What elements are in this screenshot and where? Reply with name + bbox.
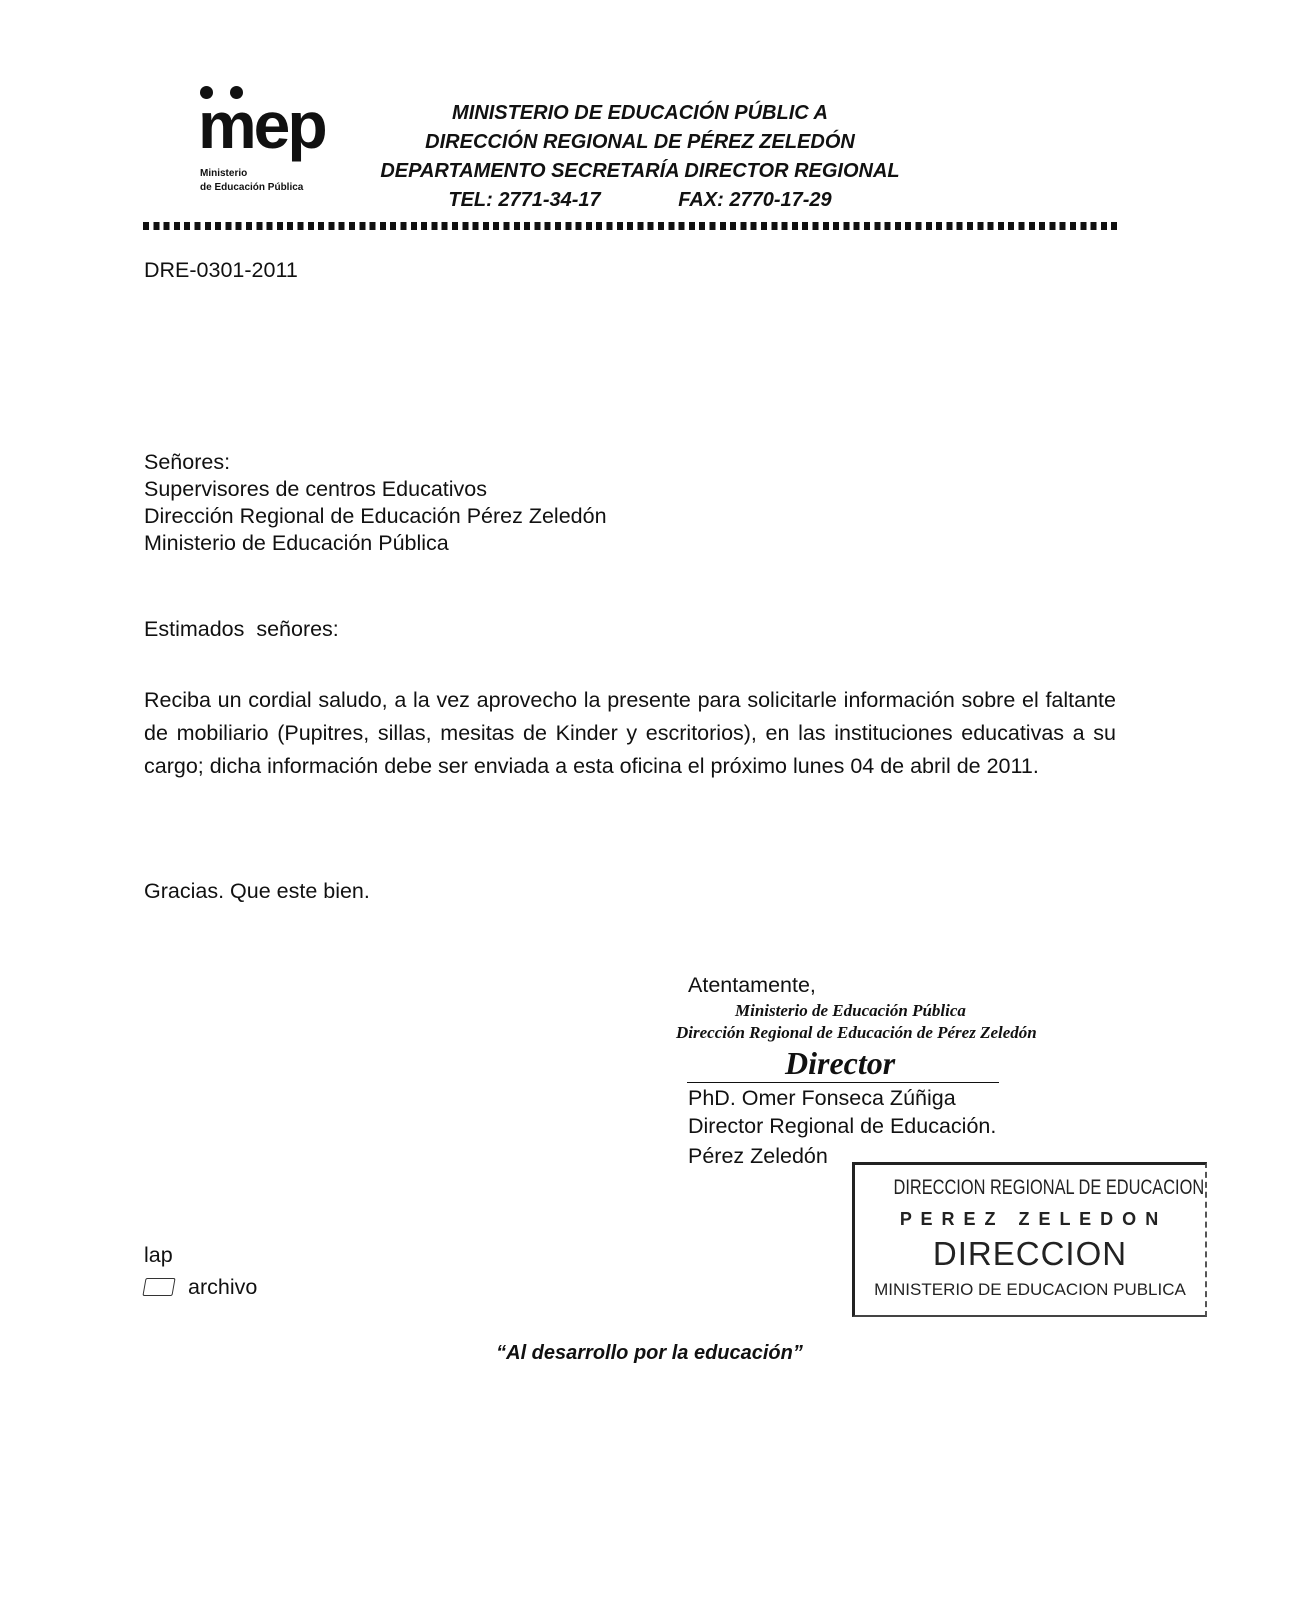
stamp-line: P E R E Z Z E L E D O N — [899, 1209, 1161, 1229]
stamp-line: DIRECCION REGIONAL DE EDUCACION — [893, 1176, 1205, 1199]
archive-label: archivo — [188, 1275, 258, 1299]
recipient-line: Ministerio de Educación Pública — [144, 531, 449, 555]
letterhead — [340, 99, 940, 215]
recipient-line: Dirección Regional de Educación Pérez Zeledón — [144, 504, 607, 528]
signature-line — [687, 1082, 999, 1083]
seal-title: Director — [785, 1045, 896, 1081]
recipients — [144, 449, 607, 557]
seal-line: Dirección Regional de Educación de Pérez Zeledón — [676, 1023, 1037, 1042]
initials: lap — [144, 1243, 173, 1267]
body-paragraph: Reciba un cordial saludo, a la vez aprovecho la presente para solicitarle información sobre el faltante de mobiliario (Pupitres, sillas, mesitas de Kinder y escritorios), en las instituciones educativas a su cargo; dicha información debe ser enviada a esta oficina el próximo lunes 04 de abril de 2011. — [144, 688, 1116, 778]
archive-note — [144, 1274, 257, 1301]
closing-thanks: Gracias. Que este bien. — [144, 879, 370, 903]
seal-line: Ministerio de Educación Pública — [735, 1001, 966, 1020]
letterhead-line: DIRECCIÓN REGIONAL DE PÉREZ ZELEDÓN — [425, 131, 855, 153]
header-divider — [143, 222, 1118, 230]
signer-role: Director Regional de Educación. — [688, 1114, 997, 1138]
contact-line — [340, 186, 940, 215]
reference-number: DRE-0301-2011 — [144, 258, 298, 282]
letterhead-line: DEPARTAMENTO SECRETARÍA DIRECTOR REGIONAL — [380, 160, 900, 182]
signer-name: PhD. Omer Fonseca Zúñiga — [688, 1086, 956, 1110]
letterhead-line: MINISTERIO DE EDUCACIÓN PÚBLIC A — [452, 102, 828, 124]
salutation: Estimados señores: — [144, 617, 339, 641]
telephone: TEL: 2771-34-17 — [448, 189, 601, 211]
fax: FAX: 2770-17-29 — [678, 189, 832, 211]
folder-icon — [142, 1278, 175, 1296]
logo-text: mep — [198, 88, 325, 162]
recipient-line: Supervisores de centros Educativos — [144, 477, 487, 501]
logo-subtitle: Ministerio — [200, 168, 248, 179]
motto: “Al desarrollo por la educación” — [496, 1342, 803, 1364]
stamp-line: MINISTERIO DE EDUCACION PUBLICA — [874, 1280, 1186, 1299]
mep-logo — [196, 86, 326, 196]
recipient-line: Señores: — [144, 450, 231, 474]
logo-subtitle: de Educación Pública — [200, 182, 304, 193]
signer-place: Pérez Zeledón — [688, 1144, 828, 1168]
closing: Atentamente, — [688, 973, 816, 997]
official-stamp — [852, 1162, 1207, 1317]
stamp-line: DIRECCION — [932, 1235, 1128, 1272]
